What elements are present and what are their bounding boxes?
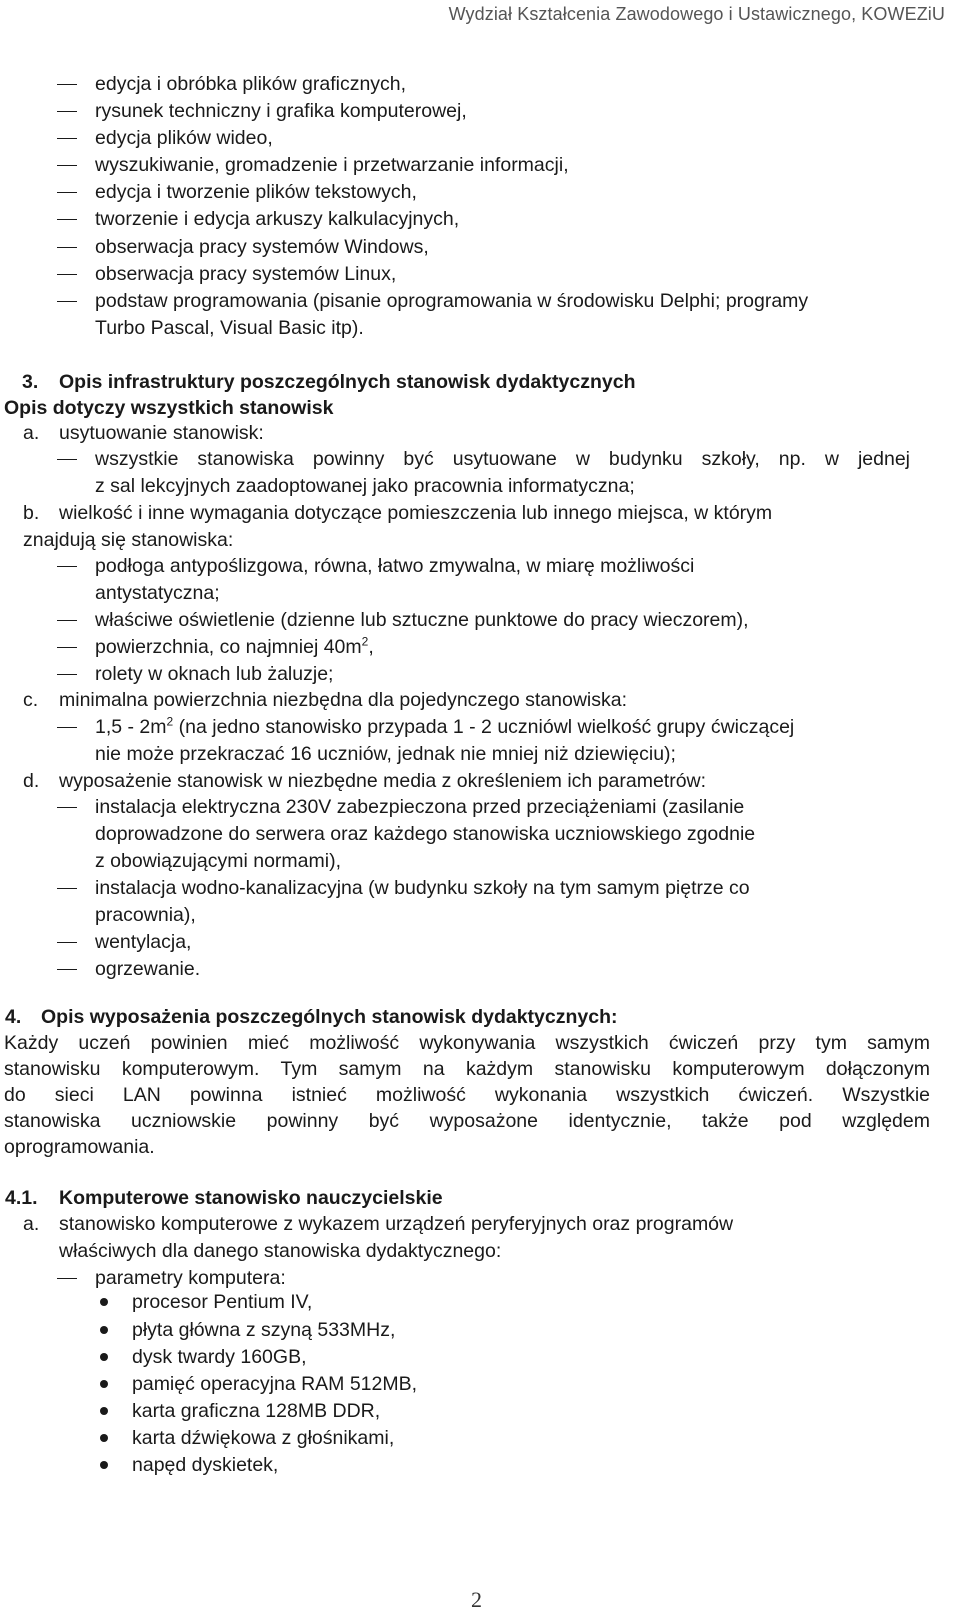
list-item: wyszukiwanie, gromadzenie i przetwarzanie informacji, xyxy=(95,154,569,176)
bullet-dot xyxy=(100,1407,108,1415)
item-a-text-continuation: właściwych dla danego stanowiska dydaktycznego: xyxy=(59,1240,502,1262)
bullet-dot xyxy=(100,1380,108,1388)
dash-bullet xyxy=(57,84,77,85)
section-4-title: Opis wyposażenia poszczególnych stanowisk dydaktycznych: xyxy=(41,1006,618,1028)
list-item-continuation: Turbo Pascal, Visual Basic itp). xyxy=(95,317,364,339)
spec-item: procesor Pentium IV, xyxy=(132,1291,313,1313)
list-item: obserwacja pracy systemów Linux, xyxy=(95,263,397,285)
list-item: tworzenie i edycja arkuszy kalkulacyjnych, xyxy=(95,208,460,230)
list-item: właściwe oświetlenie (dzienne lub sztuczne punktowe do pracy wieczorem), xyxy=(95,609,749,631)
item-a-text: stanowisko komputerowe z wykazem urządzeń peryferyjnych oraz programów xyxy=(59,1213,734,1235)
dash-bullet xyxy=(57,274,77,275)
paragraph-line: stanowiska uczniowskie powinny być wyposażone identycznie, także pod względem xyxy=(4,1110,930,1132)
list-item: rolety w oknach lub żaluzje; xyxy=(95,663,334,685)
dash-bullet xyxy=(57,969,77,970)
list-item: obserwacja pracy systemów Windows, xyxy=(95,236,429,258)
dash-bullet xyxy=(57,301,77,302)
dash-bullet xyxy=(57,1278,77,1279)
list-item: edycja plików wideo, xyxy=(95,127,273,149)
list-item: podłoga antypoślizgowa, równa, łatwo zmywalna, w miarę możliwości xyxy=(95,555,695,577)
item-c-text: minimalna powierzchnia niezbędna dla pojedynczego stanowiska: xyxy=(59,689,628,711)
dash-bullet xyxy=(57,620,77,621)
item-a-label: a. xyxy=(23,1213,40,1235)
item-c-label: c. xyxy=(23,689,39,711)
list-item: wszystkie stanowiska powinny być usytuowane w budynku szkoły, np. w jednej xyxy=(95,448,910,470)
section-3-title: Opis infrastruktury poszczególnych stanowisk dydaktycznych xyxy=(59,371,636,393)
section-3-subtitle: Opis dotyczy wszystkich stanowisk xyxy=(4,397,334,419)
list-item: instalacja elektryczna 230V zabezpieczona przed przeciążeniami (zasilanie xyxy=(95,796,745,818)
spec-item: pamięć operacyjna RAM 512MB, xyxy=(132,1373,418,1395)
dash-bullet xyxy=(57,459,77,460)
list-item: edycja i obróbka plików graficznych, xyxy=(95,73,407,95)
list-item: instalacja wodno-kanalizacyjna (w budynku szkoły na tym samym piętrze co xyxy=(95,877,750,899)
dash-bullet xyxy=(57,247,77,248)
page-header: Wydział Kształcenia Zawodowego i Ustawicznego, KOWEZiU xyxy=(448,4,945,24)
spec-item: karta graficzna 128MB DDR, xyxy=(132,1400,381,1422)
list-item: $1,5 - 2m^2$ (na jedno stanowisko przypada 1 - 2 uczniówl wielkość grupy ćwiczącej xyxy=(95,714,795,738)
spec-item: dysk twardy 160GB, xyxy=(132,1346,307,1368)
dash-bullet xyxy=(57,138,77,139)
dash-bullet xyxy=(57,111,77,112)
dash-bullet xyxy=(57,219,77,220)
dash-bullet xyxy=(57,674,77,675)
paragraph-line: stanowisku komputerowym. Tym samym na każdym stanowisku komputerowym dołączonym xyxy=(4,1058,930,1080)
list-item-continuation: doprowadzone do serwera oraz każdego stanowiska uczniowskiego zgodnie xyxy=(95,823,756,845)
item-d-label: d. xyxy=(23,770,40,792)
section-4-1-title: Komputerowe stanowisko nauczycielskie xyxy=(59,1187,443,1209)
list-item: wentylacja, xyxy=(95,931,192,953)
bullet-dot xyxy=(100,1434,108,1442)
bullet-dot xyxy=(100,1461,108,1469)
list-item: ogrzewanie. xyxy=(95,958,201,980)
page-number: 2 xyxy=(471,1587,482,1612)
dash-bullet xyxy=(57,165,77,166)
item-b-text-continuation: znajdują się stanowiska: xyxy=(23,529,234,551)
list-item-continuation: z sal lekcyjnych zaadoptowanej jako pracownia informatyczna; xyxy=(95,475,635,497)
item-b-label: b. xyxy=(23,502,40,524)
list-item: rysunek techniczny i grafika komputerowej, xyxy=(95,100,467,122)
dash-bullet xyxy=(57,192,77,193)
item-b-text: wielkość i inne wymagania dotyczące pomieszczenia lub innego miejsca, w którym xyxy=(59,502,773,524)
bullet-dot xyxy=(100,1326,108,1334)
list-item: parametry komputera: xyxy=(95,1267,286,1289)
bullet-dot xyxy=(100,1353,108,1361)
section-4-1-number: 4.1. xyxy=(5,1187,38,1209)
list-item: powierzchnia, co najmniej $40m^2$, xyxy=(95,634,374,658)
item-a-text: usytuowanie stanowisk: xyxy=(59,422,264,444)
dash-bullet xyxy=(57,942,77,943)
spec-item: napęd dyskietek, xyxy=(132,1454,279,1476)
list-item-continuation: pracownia), xyxy=(95,904,196,926)
spec-item: karta dźwiękowa z głośnikami, xyxy=(132,1427,395,1449)
dash-bullet xyxy=(57,647,77,648)
paragraph-line: oprogramowania. xyxy=(4,1136,155,1158)
list-item-continuation: nie może przekraczać 16 uczniów, jednak nie mniej niż dziewięciu); xyxy=(95,743,676,765)
section-3-number: 3. xyxy=(22,371,39,393)
paragraph-line: do sieci LAN powinna istnieć możliwość wykonania wszystkich ćwiczeń. Wszystkie xyxy=(4,1084,930,1106)
spec-item: płyta główna z szyną 533MHz, xyxy=(132,1319,396,1341)
dash-bullet xyxy=(57,566,77,567)
section-4-number: 4. xyxy=(5,1006,22,1028)
paragraph-line: Każdy uczeń powinien mieć możliwość wykonywania wszystkich ćwiczeń przy tym samym xyxy=(4,1032,930,1054)
bullet-dot xyxy=(100,1298,108,1306)
list-item: podstaw programowania (pisanie oprogramowania w środowisku Delphi; programy xyxy=(95,290,809,312)
list-item: edycja i tworzenie plików tekstowych, xyxy=(95,181,417,203)
dash-bullet xyxy=(57,727,77,728)
list-item-continuation: antystatyczna; xyxy=(95,582,220,604)
list-item-continuation: z obowiązującymi normami), xyxy=(95,850,341,872)
item-a-label: a. xyxy=(23,422,40,444)
dash-bullet xyxy=(57,807,77,808)
dash-bullet xyxy=(57,888,77,889)
item-d-text: wyposażenie stanowisk w niezbędne media z określeniem ich parametrów: xyxy=(59,770,707,792)
